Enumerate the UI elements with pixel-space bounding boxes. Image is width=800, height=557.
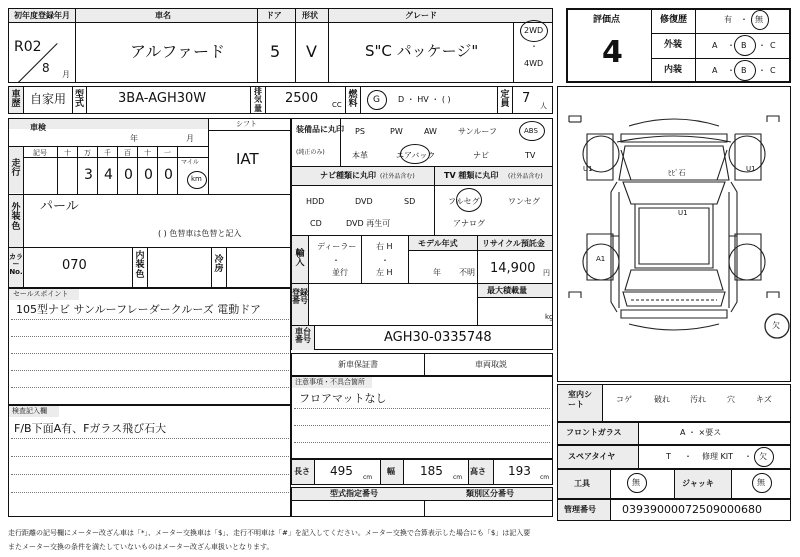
- digit-5: 0: [144, 167, 153, 183]
- digit-label-6: 一: [164, 149, 171, 157]
- equip-leather: 本革: [352, 151, 368, 160]
- mark-u1-left: U1: [583, 165, 593, 173]
- sheet-hole: 穴: [727, 395, 735, 404]
- drive-2wd: 2WD: [524, 26, 544, 35]
- equip-airbag: エアバック: [396, 151, 436, 160]
- exterior-b: B: [741, 41, 747, 50]
- equip-aw: AW: [424, 127, 437, 136]
- first-reg-label: 初年度登録年月: [14, 11, 70, 20]
- digit-4: 0: [124, 167, 133, 183]
- chassis-value: AGH30-0335748: [384, 330, 492, 345]
- interior-sheet-label: 室内シート: [568, 390, 592, 410]
- equip-ps: PS: [355, 127, 365, 136]
- exterior-label: 外装: [664, 40, 683, 50]
- color-no-value: 070: [62, 258, 87, 273]
- recycle-label: リサイクル預託金: [482, 239, 545, 248]
- tv-label: TV 種類に丸印: [444, 171, 499, 180]
- row2-table: [8, 86, 553, 114]
- model-type-label: 型式: [74, 90, 84, 110]
- tools-label: 工具: [574, 479, 590, 488]
- equip-tv: TV: [525, 151, 536, 160]
- reg-month: 8: [42, 61, 50, 75]
- model-year-label: モデル年式: [418, 239, 458, 248]
- spare-dot1: ・: [684, 452, 692, 461]
- month-unit: 月: [62, 70, 70, 79]
- front-glass-text: A ・ ×要ス: [680, 428, 722, 437]
- car-history-value: 自家用: [30, 92, 67, 106]
- reg-number-label: 登録番号: [292, 288, 308, 306]
- manual-label: 車両取説: [475, 360, 507, 369]
- repair-dot: ・: [740, 15, 748, 24]
- exterior-dot1: ・: [727, 41, 735, 50]
- navi-dvd: DVD: [355, 197, 373, 206]
- length-value: 495: [330, 464, 353, 478]
- max-load-label: 最大積載量: [487, 286, 527, 295]
- door-label: ドア: [266, 11, 282, 20]
- shift-label: シフト: [236, 120, 257, 128]
- digit-3: 4: [104, 167, 113, 183]
- navi-dvd-play: DVD 再生可: [346, 219, 391, 228]
- grade-label: グレード: [405, 11, 437, 20]
- exterior-c: C: [770, 41, 776, 50]
- footer-line2: またメーター交換の条件を満たしていないものはメーター改ざん車扱いとなります。: [8, 543, 274, 551]
- import-dot: ・: [332, 256, 340, 265]
- car-diagram: [557, 86, 791, 382]
- equip-sunroof: サンルーフ: [458, 127, 497, 136]
- car-history-label: 車歴: [11, 90, 21, 110]
- color-no-label: カラーNo.: [9, 253, 23, 276]
- color-value: パール: [40, 199, 79, 214]
- mark-hisuta: ﾋﾋﾞ石: [668, 169, 686, 177]
- management-value: 03939000072509000680: [622, 503, 762, 516]
- spare-label: スペアタイヤ: [568, 452, 616, 461]
- navi-hdd: HDD: [306, 197, 325, 206]
- import-dot2: ・: [381, 256, 389, 265]
- tv-analog: アナログ: [453, 219, 485, 228]
- navi-cd: CD: [310, 219, 322, 228]
- warranty-row: [291, 353, 553, 376]
- sheet-tear: 破れ: [654, 395, 670, 404]
- car-name-label: 車名: [155, 11, 171, 20]
- cooler-label: 冷房: [214, 255, 224, 275]
- drive-4wd: 4WD: [524, 59, 544, 68]
- shape-label: 形状: [302, 11, 318, 20]
- interior-dot1: ・: [727, 66, 735, 75]
- color-label: 外装色: [11, 203, 21, 232]
- exterior-a: A: [712, 41, 718, 50]
- car-name-value: アルファード: [130, 42, 226, 61]
- yen-unit: 円: [543, 269, 550, 277]
- color-note: ( ) 色替車は色替と記入: [158, 229, 242, 238]
- digit-6: 0: [164, 167, 173, 183]
- inspection-year-unit: 年: [130, 134, 138, 143]
- management-label: 管理番号: [564, 505, 596, 514]
- notes-block: [291, 376, 553, 459]
- mile-label: マイル: [181, 159, 199, 166]
- digit-label-5: 十: [144, 149, 151, 157]
- digit-label-1: 十: [64, 149, 71, 157]
- import-left-h: 左 H: [376, 268, 393, 277]
- digit-2: 3: [84, 167, 93, 183]
- kg-unit: kg: [545, 313, 554, 321]
- symbol-label: 記号: [33, 149, 47, 157]
- tools-none: 無: [632, 478, 640, 487]
- interior-a: A: [712, 66, 718, 75]
- tv-small: (社外品含む): [508, 173, 543, 180]
- notes-text: フロアマットなし: [299, 392, 387, 405]
- grade-value: S"C パッケージ": [365, 42, 479, 60]
- spare-none: 欠: [759, 452, 767, 461]
- digit-label-2: 万: [84, 149, 91, 157]
- sheet-scratch: キズ: [756, 395, 772, 404]
- navi-label: ナビ種類に丸印: [320, 171, 376, 180]
- capacity-label: 定員: [500, 90, 510, 110]
- warranty-label: 新車保証書: [338, 360, 378, 369]
- person-unit: 人: [540, 102, 547, 110]
- shift-value: IAT: [236, 150, 259, 168]
- footer-line1: 走行距離の記号欄にメーター改ざん車は「*」、メーター交換車は「$」、走行不明車は「#」を記入してください。メーター交換で合算表示した場合にも「$」は記入要: [8, 529, 531, 537]
- inspection-month-unit: 月: [186, 134, 194, 143]
- fuel-label: 燃料: [348, 90, 358, 110]
- inspection-label: 車検: [30, 123, 46, 132]
- interior-c: C: [770, 66, 776, 75]
- mileage-label: 走行: [11, 159, 21, 179]
- interior-label: 内装: [664, 65, 683, 75]
- interior-b: B: [741, 66, 747, 75]
- jack-none: 無: [757, 478, 765, 487]
- score-label: 評価点: [593, 15, 621, 25]
- spare-t: T: [666, 452, 671, 461]
- import-dealer: ディーラー: [317, 242, 357, 251]
- repair-yes: 有: [724, 15, 732, 24]
- import-parallel: 並行: [332, 268, 348, 277]
- capacity-value: 7: [522, 91, 531, 106]
- interior-color-label: 内装色: [135, 251, 145, 280]
- km-label: km: [191, 175, 202, 183]
- height-cm: cm: [540, 474, 550, 481]
- width-cm: cm: [453, 474, 463, 481]
- width-label: 幅: [387, 467, 395, 476]
- height-label: 高さ: [470, 467, 486, 476]
- length-cm: cm: [363, 474, 373, 481]
- height-value: 193: [508, 464, 531, 478]
- shape-value: V: [306, 42, 317, 61]
- spare-dot2: ・: [744, 452, 752, 461]
- sheet-dirt: 汚れ: [690, 395, 706, 404]
- equip-abs: ABS: [524, 127, 538, 135]
- inspector-text: F/B下面A有、Fガラス飛び石大: [14, 422, 167, 435]
- doors-value: 5: [270, 42, 281, 61]
- import-label: 輸入: [295, 249, 305, 269]
- tv-fullseg: フルセグ: [448, 197, 480, 206]
- inspector-label: 検査記入欄: [12, 407, 47, 415]
- recycle-value: 14,900: [490, 261, 536, 276]
- equipment-title: 装備品に丸印: [296, 125, 344, 134]
- digit-label-3: 千: [104, 149, 111, 157]
- drive-sep: ・: [530, 42, 538, 51]
- repair-none: 無: [755, 15, 763, 24]
- score-value: 4: [602, 35, 623, 70]
- sheet-burn: コゲ: [616, 395, 632, 404]
- tv-oneseg: ワンセグ: [508, 197, 540, 206]
- sales-text: 105型ナビ サンルーフレーダークルーズ 電動ドア: [16, 303, 261, 316]
- interior-dot2: ・: [758, 66, 766, 75]
- exterior-dot2: ・: [758, 41, 766, 50]
- mark-u1-center: U1: [678, 209, 688, 217]
- mark-u1-right: U1: [746, 165, 756, 173]
- navi-sd: SD: [404, 197, 416, 206]
- model-year-unit: 年: [433, 268, 441, 277]
- type-designation-label: 型式指定番号: [330, 489, 378, 498]
- equipment-subtitle: (純正のみ): [296, 149, 325, 156]
- equip-navi: ナビ: [473, 151, 489, 160]
- chassis-label: 車台番号: [295, 327, 311, 345]
- notes-label: 注意事項・不具合箇所: [295, 378, 365, 386]
- spare-kit: 修理 KIT: [702, 452, 734, 461]
- displacement-value: 2500: [285, 91, 319, 106]
- sales-label: セールスポイント: [13, 290, 69, 298]
- displacement-label: 排気量: [254, 87, 262, 113]
- import-right-h: 右 H: [376, 242, 393, 251]
- fuel-options: D ・ HV ・ ( ): [398, 95, 451, 104]
- repair-label: 修復歴: [660, 15, 688, 25]
- model-year-unknown: 不明: [459, 268, 475, 277]
- reg-year: R02: [14, 39, 42, 55]
- width-value: 185: [420, 464, 443, 478]
- digit-label-4: 百: [124, 149, 131, 157]
- mark-ketsu: 欠: [772, 321, 780, 330]
- navi-small: (社外品含む): [380, 173, 415, 180]
- jack-label: ジャッキ: [682, 479, 714, 488]
- length-label: 長さ: [294, 467, 310, 476]
- mark-a1: A1: [596, 255, 606, 263]
- equip-pw: PW: [390, 127, 403, 136]
- category-label: 類別区分番号: [466, 489, 514, 498]
- model-type-value: 3BA-AGH30W: [118, 91, 207, 106]
- cc-unit: CC: [332, 101, 342, 109]
- fuel-g: G: [373, 95, 380, 105]
- front-glass-label: フロントガラス: [566, 428, 622, 437]
